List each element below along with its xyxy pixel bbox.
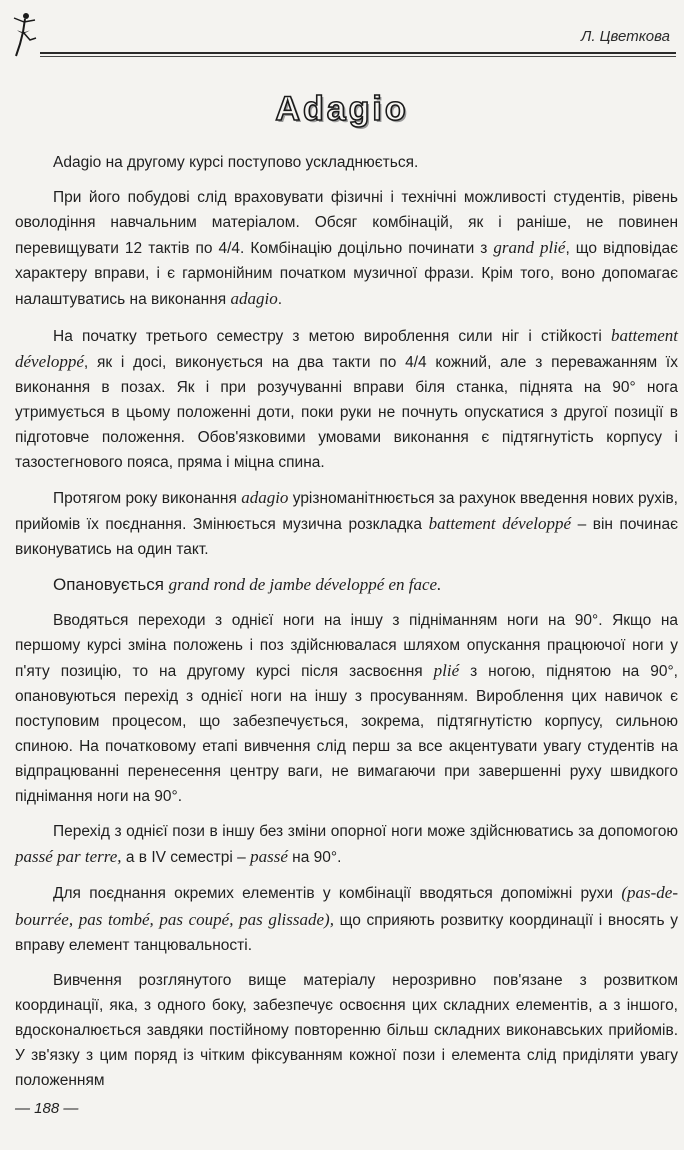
text: Для поєднання окремих елементів у комбінації вводяться допоміжні рухи xyxy=(53,885,622,903)
term: (pas-de-bourrée, pas tombé, pas coupé, pas glissade), xyxy=(15,883,678,929)
text: що сприяють розвитку координації і вносять у вправу елемент танцювальності. xyxy=(15,911,678,954)
term: adagio xyxy=(241,488,289,508)
text: Протягом року виконання xyxy=(53,490,242,508)
term: passé xyxy=(250,847,288,867)
header-rule xyxy=(40,52,676,54)
text: , як і досі, виконується на два такти по 4/4 кожний, але з переважанням їх виконання в позах. Як і при розучуванні вправи біля станка, піднята на 90° нога утримується в цьому положенні доти, поки руки не почнуть опускатися з другої позиції в підготовче положення. Обов'язковими умовами виконання є підтягнутість корпусу і тазостегнового пояса, пряма і міцна спина. xyxy=(15,353,678,472)
header-rule-thin xyxy=(40,56,676,57)
paragraph-5 xyxy=(15,572,678,597)
text: Перехід з однієї пози в іншу без зміни опорної ноги може здійснюватись за допомогою xyxy=(53,823,678,841)
ballet-dancer-icon xyxy=(8,10,38,58)
term: plié xyxy=(433,660,460,680)
text: Вводяться переходи з однієї ноги на іншу з підніманням ноги на 90°. Якщо на першому курсі зміна положень і поз здійснювалася шляхом опускання працюючої ноги у п'яту позицію, то на другому курсі після засвоєння xyxy=(15,611,678,680)
paragraph-4 xyxy=(15,485,678,562)
body-text xyxy=(15,150,678,1103)
paragraph-2 xyxy=(15,185,678,312)
paragraph-6 xyxy=(15,608,678,810)
text: – він починає виконуватись на один такт. xyxy=(15,516,678,559)
term: grand plié xyxy=(493,238,566,258)
term: adagio xyxy=(230,289,278,309)
term: passé par terre, xyxy=(15,847,122,867)
chapter-title: Adagio xyxy=(275,90,409,128)
text: При його побудові слід враховувати фізичні і технічні можливості студентів, рівень оволодіння навчальним матеріалом. Обсяг комбінацій, як і раніше, не повинен перевищувати 12 тактів по 4/4. Комбінацію доцільно починати з xyxy=(15,189,678,258)
text: , що відповідає характеру вправи, і є гармонійним початком музичної фрази. Крім того, воно допомагає налаштуватись на виконання xyxy=(15,240,679,309)
paragraph-7 xyxy=(15,819,678,870)
text: з ногою, піднятою на 90°, опановуються перехід з однієї ноги на іншу з просуванням. Вироблення цих навичок є поступовим процесом, що забезпечується, зокрема, підтягнутістю корпусу, сильною спиною. На початковому етапі вивчення слід перш за все акцентувати увагу студентів на відпрацюванні перенесення центру ваги, не вимагаючи при завершенні руху швидкого піднімання ноги на 90°. xyxy=(15,662,678,806)
paragraph-1: Adagio на другому курсі поступово ускладнюється. xyxy=(53,154,419,171)
text: урізноманітнюється за рахунок введення нових рухів, прийомів їх поєднання. Змінюється музична розкладка xyxy=(15,490,678,534)
text: а в IV семестрі – xyxy=(121,849,251,867)
paragraph-3 xyxy=(15,323,678,476)
term: grand rond de jambe développé en face. xyxy=(168,575,442,595)
text: На початку третього семестру з метою вироблення сили ніг і стійкості xyxy=(53,327,611,345)
term: battement développé xyxy=(428,514,572,534)
running-header-author: Л. Цветкова xyxy=(581,28,670,45)
term: battement développé xyxy=(15,325,678,371)
text: на 90°. xyxy=(287,849,342,867)
text: Опановується xyxy=(53,575,169,595)
page-number: — 188 — xyxy=(15,1100,79,1117)
paragraph-9: Вивчення розглянутого вище матеріалу нерозривно пов'язане з розвитком координації, яка, з одного боку, забезпечує освоєння цих складних елементів, а з іншого, вдосконалюється завдяки постійному повторенню більш складних виконавських прийомів. У зв'язку з цим поряд із чітким фіксуванням кожної пози і елемента слід приділяти увагу положенням xyxy=(15,971,678,1090)
text: . xyxy=(277,291,283,309)
paragraph-8 xyxy=(15,880,678,957)
